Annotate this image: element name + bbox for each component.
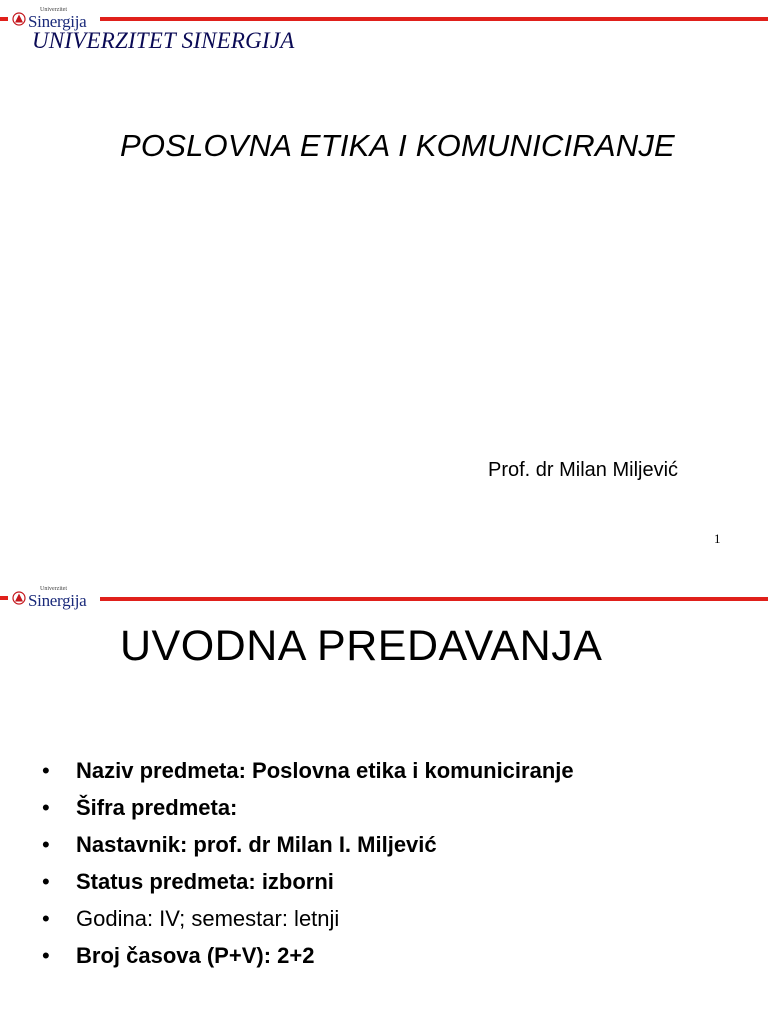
list-item — [42, 789, 574, 826]
bullet-icon: • — [42, 943, 50, 968]
logo-small-text: Univerzitet — [40, 586, 67, 592]
bullet-icon: • — [42, 906, 50, 931]
bullet-icon: • — [42, 795, 50, 820]
course-info-list — [42, 752, 574, 974]
list-item-text: Šifra predmeta: — [76, 795, 238, 820]
list-item-text: Godina: IV; semestar: letnji — [76, 906, 340, 931]
slide-separator — [0, 560, 768, 572]
logo-red-stub — [0, 596, 8, 600]
emblem-icon — [12, 12, 26, 26]
list-item-text: Nastavnik: prof. dr Milan I. Miljević — [76, 832, 437, 857]
list-item-text: Naziv predmeta: Poslovna etika i komuniciranje — [76, 758, 574, 783]
logo-main-text: Sinergija — [28, 591, 87, 610]
slide-title: UVODNA PREDAVANJA — [120, 622, 603, 670]
header-red-line — [0, 17, 768, 21]
slide-2 — [0, 572, 768, 1024]
bullet-icon: • — [42, 758, 50, 783]
list-item — [42, 752, 574, 789]
university-name: UNIVERZITET SINERGIJA — [32, 28, 295, 53]
university-logo — [0, 585, 100, 611]
list-item-text: Broj časova (P+V): 2+2 — [76, 943, 315, 968]
professor-name: Prof. dr Milan Miljević — [488, 459, 679, 481]
logo-main-text: Sinergija — [28, 12, 87, 31]
logo-small-text: Univerzitet — [40, 7, 67, 13]
list-item-text: Status predmeta: izborni — [76, 869, 334, 894]
page-number: 1 — [714, 531, 721, 546]
course-title: POSLOVNA ETIKA I KOMUNICIRANJE — [120, 128, 675, 163]
list-item — [42, 826, 574, 863]
header-red-line — [0, 597, 768, 601]
emblem-icon — [12, 591, 26, 605]
bullet-icon: • — [42, 869, 50, 894]
list-item — [42, 937, 574, 974]
bullet-icon: • — [42, 832, 50, 857]
list-item — [42, 863, 574, 900]
list-item — [42, 900, 574, 937]
logo-red-stub — [0, 17, 8, 21]
